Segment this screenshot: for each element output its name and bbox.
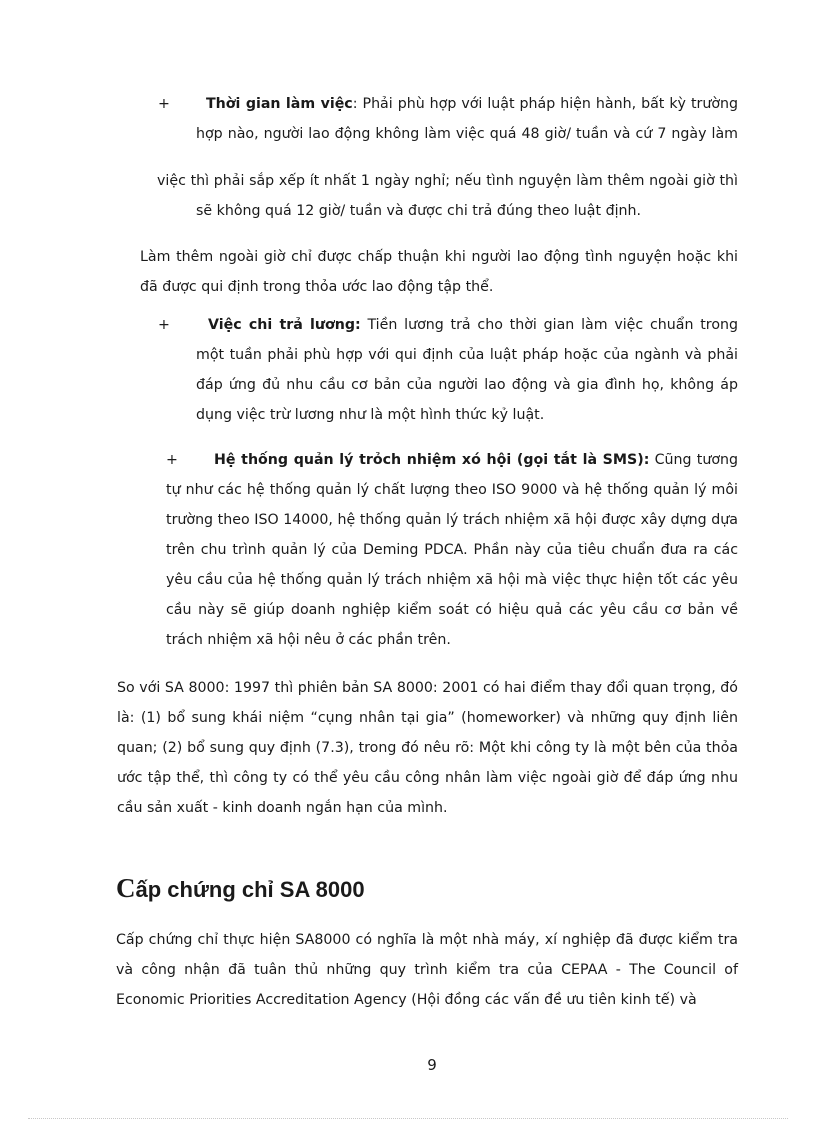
working-hours-text: hợp nào, người lao động không làm việc quá 48 giờ/ tuần và cứ 7 ngày làm [196,126,738,142]
overtime-paragraph: Làm thêm ngoài giờ chỉ được chấp thuận khi người lao động tình nguyện hoặc khi đã được qui định trong thỏa ước lao động tập thể. [140,249,738,295]
working-hours-line-2 [196,119,738,149]
page-number: 9 [427,1056,437,1074]
wages-title: Việc chi trả lương: [208,317,361,333]
sms-title: Hệ thống quản lý trỏch nhiệm xó hội (gọi tắt là SMS): [214,452,650,468]
bullet-marker: + [166,452,178,468]
wages-text: Tiền lương trả cho thời gian làm việc chuẩn trong một tuần phải phù hợp với qui định của luật pháp hoặc của ngành và phải đáp ứng đủ nhu cầu cơ bản của người lao động và gia đình họ, không áp dụng việc trừ lương như là một hình thức kỷ luật. [196,317,738,423]
working-hours-continuation-1 [157,166,738,196]
working-hours-title: Thời gian làm việc [206,96,353,112]
working-hours-intro: : Phải phù hợp với luật pháp hiện hành, bất kỳ trường [352,96,739,112]
working-hours-line-1 [206,89,738,119]
footer-divider [28,1118,788,1119]
bullet-marker: + [158,317,170,333]
sms-text: Cũng tương tự như các hệ thống quản lý chất lượng theo ISO 9000 và hệ thống quản lý môi trường theo ISO 14000, hệ thống quản lý trách nhiệm xã hội được xây dựng dựa trên chu trình quản lý của Deming PDCA. Phần này của tiêu chuẩn đưa ra các yêu cầu của hệ thống quản lý trách nhiệm xã hội mà việc thực hiện tốt các yêu cầu này sẽ giúp doanh nghiệp kiểm soát có hiệu quả các yêu cầu cơ bản về trách nhiệm xã hội nêu ở các phần trên. [166,452,739,648]
comparison-paragraph: So với SA 8000: 1997 thì phiên bản SA 8000: 2001 có hai điểm thay đổi quan trọng, đó là: (1) bổ sung khái niệm “cụng nhân tại gia” (homeworker) và những quy định liên quan; (2) bổ sung quy định (7.3), trong đó nêu rõ: Một khi công ty là một bên của thỏa ước tập thể, thì công ty có thể yêu cầu công nhân làm việc ngoài giờ để đáp ứng nhu cầu sản xuất - kinh doanh ngắn hạn của mình. [117,680,738,816]
working-hours-continuation-text: việc thì phải sắp xếp ít nhất 1 ngày nghỉ; nếu tình nguyện làm thêm ngoài giờ thì [157,173,738,189]
wages-item [196,310,738,430]
working-hours-continuation-end: sẽ không quá 12 giờ/ tuần và được chi trả đúng theo luật định. [196,203,642,219]
sms-item [166,445,738,655]
working-hours-continuation-2 [196,196,738,226]
heading-initial: C [116,873,136,903]
bullet-marker: + [158,96,170,112]
certification-paragraph: Cấp chứng chỉ thực hiện SA8000 có nghĩa là một nhà máy, xí nghiệp đã được kiểm tra và công nhận đã tuân thủ những quy trình kiểm tra của CEPAA - The Council of Economic Priorities Accreditation Agency (Hội đồng các vấn đề ưu tiên kinh tế) và [116,932,738,1008]
heading-text: ấp chứng chỉ SA 8000 [135,877,365,902]
section-heading [116,866,365,912]
